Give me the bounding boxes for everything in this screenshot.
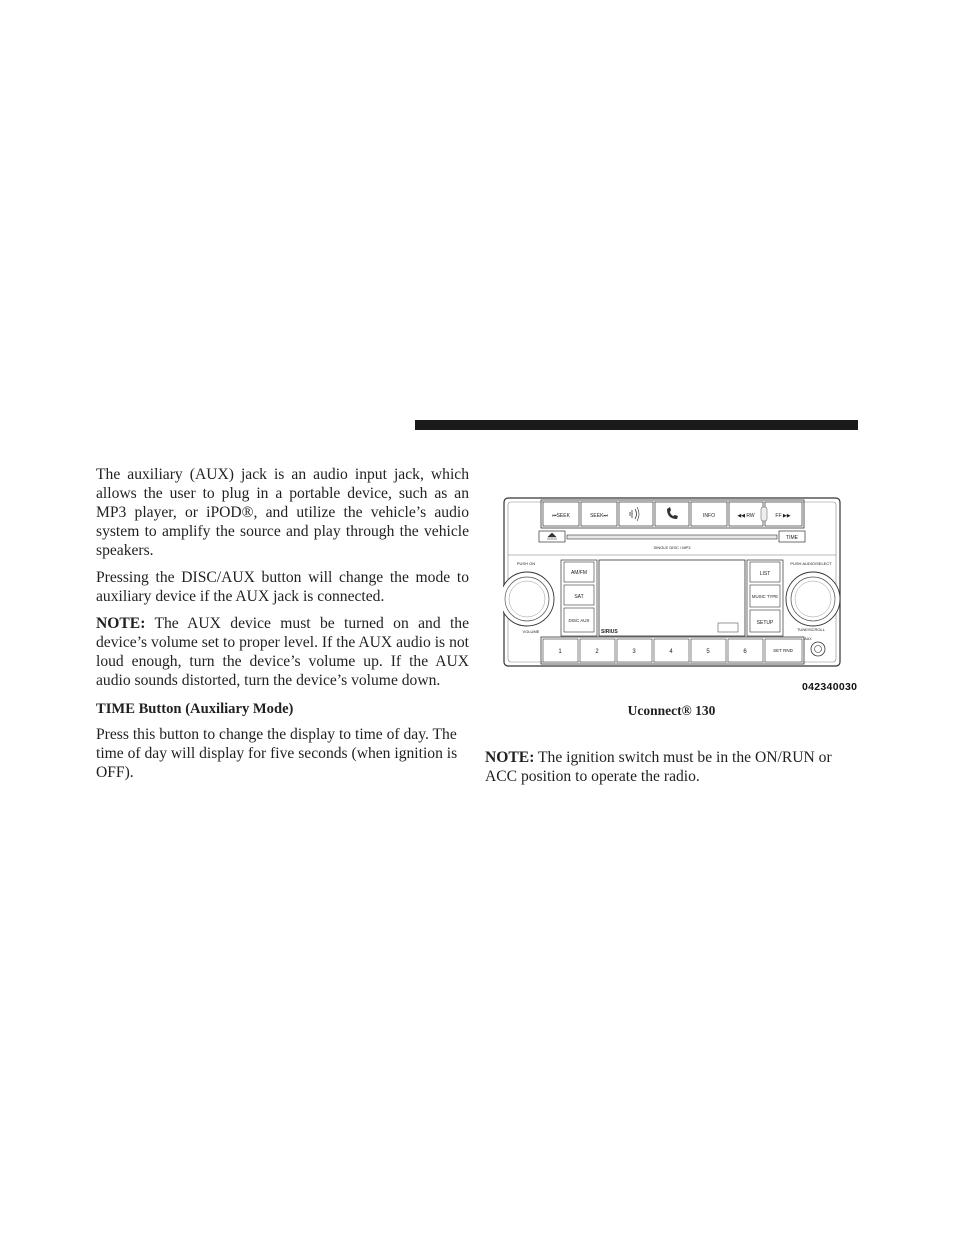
info-label: INFO <box>703 513 715 519</box>
disc-aux-paragraph: Pressing the DISC/AUX button will change the mode to auxiliary device if the AUX jack is connected. <box>96 569 469 605</box>
aux-jack-paragraph: The auxiliary (AUX) jack is an audio input jack, which allows the user to plug in a portable device, such as an MP3 player, or iPOD®, and utilize the vehicle’s audio system to amplify the source and play through the vehicle speakers. <box>96 466 469 559</box>
aux-volume-note <box>96 614 469 690</box>
setup-label: SETUP <box>756 620 774 626</box>
volume-knob[interactable] <box>503 572 554 626</box>
aux-jack-label: AUX <box>804 637 812 641</box>
disc-aux-label: DISC AUX <box>568 618 590 623</box>
note-label: NOTE: <box>485 749 535 766</box>
set-rnd-label: SET RND <box>773 648 793 653</box>
sat-label: SAT <box>574 594 584 600</box>
left-column <box>96 465 469 790</box>
radio-faceplate-illustration <box>503 497 841 673</box>
time-button-label: TIME <box>786 535 798 541</box>
note-text: The ignition switch must be in the ON/RUN or ACC position to operate the radio. <box>485 749 832 785</box>
radio-display <box>599 560 745 636</box>
figure-caption: Uconnect® 130 <box>627 703 716 718</box>
audio-select-label: PUSH AUDIO/SELECT <box>790 561 832 566</box>
slot-label: SINGLE DISC / MP3 <box>653 545 691 550</box>
seek-forward-label: SEEK⏭ <box>590 513 608 519</box>
voice-button[interactable] <box>619 502 653 526</box>
top-button-row <box>543 502 802 526</box>
am-fm-label: AM/FM <box>570 570 588 576</box>
preset-2-label: 2 <box>595 649 599 655</box>
preset-3-label: 3 <box>632 649 636 655</box>
list-label: LIST <box>759 571 771 577</box>
right-column <box>485 748 858 794</box>
aux-jack[interactable] <box>811 642 825 656</box>
fast-forward-label: FF ▶▶ <box>775 513 791 519</box>
seek-back-label: ⏮SEEK <box>552 513 570 519</box>
time-button-heading: TIME Button (Auxiliary Mode) <box>96 701 294 717</box>
time-button-paragraph: Press this button to change the display to time of day. The time of day will display for five seconds (when ignition is OFF). <box>96 726 458 781</box>
note-label: NOTE: <box>96 615 146 632</box>
preset-6-label: 6 <box>743 649 747 655</box>
section-header-bar <box>415 420 858 430</box>
preset-4-label: 4 <box>669 649 673 655</box>
tune-scroll-label: TUNE/SCROLL <box>796 627 826 632</box>
ignition-note <box>485 748 858 786</box>
rewind-label: ◀◀ RW <box>737 513 755 519</box>
push-on-label: PUSH ON <box>516 561 536 566</box>
sirius-logo: SIRIUS <box>601 629 618 635</box>
tune-scroll-knob[interactable] <box>786 572 840 626</box>
music-type-label: MUSIC TYPE <box>751 594 779 599</box>
preset-row <box>543 639 802 662</box>
volume-label: VOLUME <box>522 629 540 634</box>
disc-slot <box>567 535 777 539</box>
preset-5-label: 5 <box>706 649 710 655</box>
preset-1-label: 1 <box>558 649 562 655</box>
radio-figure <box>503 497 841 673</box>
figure-id: 042340030 <box>802 681 858 693</box>
note-text: The AUX device must be turned on and the device’s volume set to proper level. If the AUX audio is not loud enough, turn the device’s volume up. If the AUX audio sounds distorted, turn the device’s volume down. <box>96 615 469 689</box>
phone-button[interactable] <box>655 502 689 526</box>
